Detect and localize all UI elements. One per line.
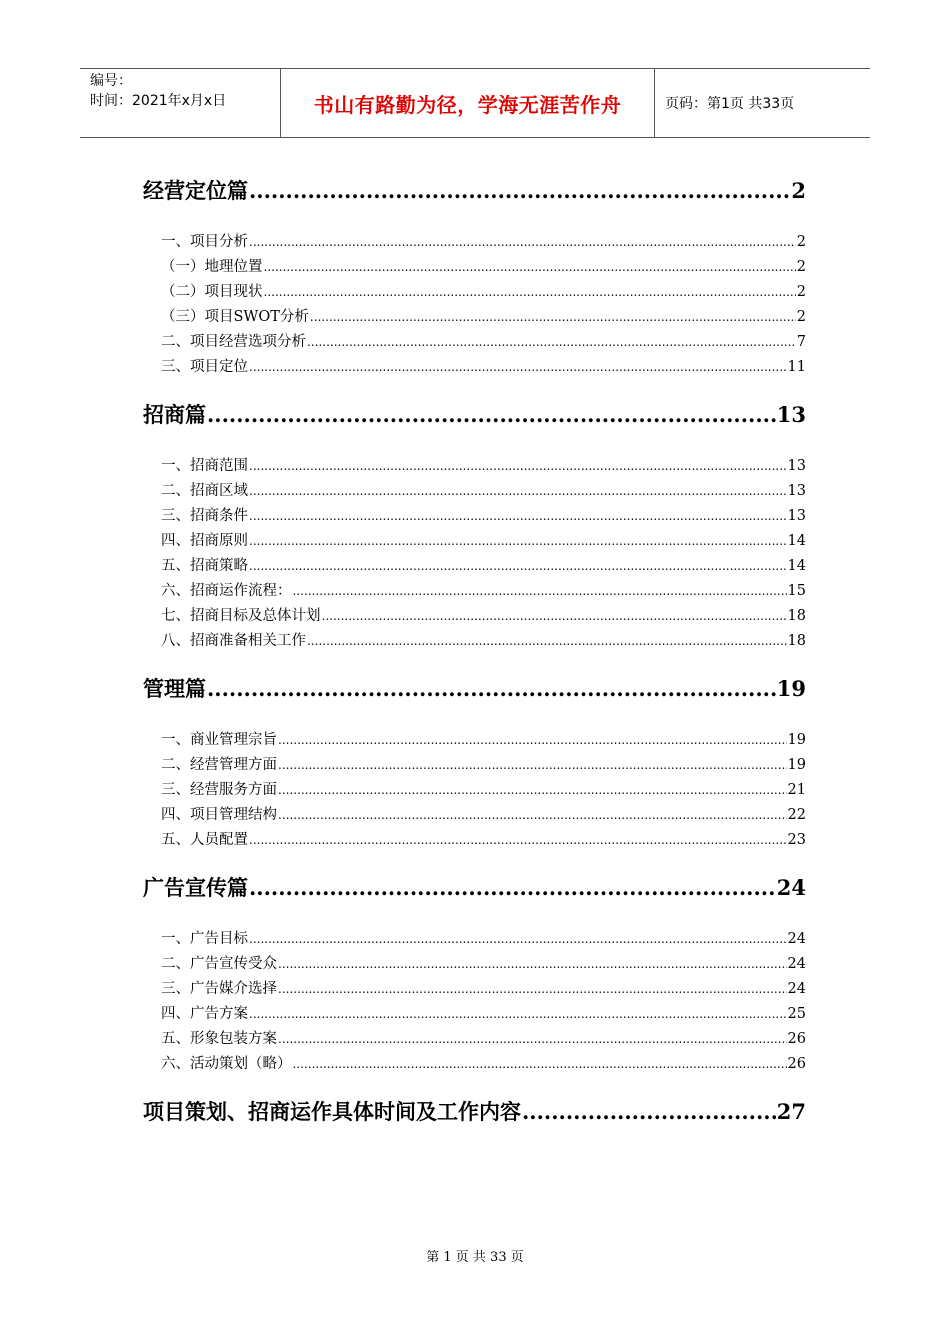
- toc-leader-dots: [307, 634, 787, 648]
- toc-item-label: 八、招商准备相关工作: [161, 633, 306, 649]
- toc-item-page: 19: [787, 757, 806, 773]
- toc-item-label: 一、项目分析: [161, 234, 248, 250]
- toc-leader-dots: [278, 733, 787, 747]
- toc-leader-dots: [249, 875, 776, 900]
- table-of-contents: [143, 175, 806, 1130]
- page-footer: 第 1 页 共 33 页: [426, 1250, 524, 1265]
- toc-item[interactable]: [143, 753, 806, 778]
- toc-item-page: 14: [787, 558, 806, 574]
- toc-item[interactable]: [143, 355, 806, 380]
- toc-item-page: 2: [796, 284, 806, 300]
- toc-leader-dots: [207, 676, 776, 701]
- toc-item-label: 一、招商范围: [161, 458, 248, 474]
- toc-item-label: 一、商业管理宗旨: [161, 732, 277, 748]
- toc-item-label: 二、经营管理方面: [161, 757, 277, 773]
- toc-leader-dots: [249, 484, 787, 498]
- toc-item-page: 13: [787, 458, 806, 474]
- toc-item-label: 三、项目定位: [161, 359, 248, 375]
- toc-item[interactable]: [143, 828, 806, 853]
- toc-item-page: 2: [796, 259, 806, 275]
- toc-section-title: 广告宣传篇: [143, 875, 248, 900]
- toc-item-page: 18: [787, 608, 806, 624]
- toc-leader-dots: [264, 285, 796, 299]
- toc-item-page: 13: [787, 483, 806, 499]
- toc-leader-dots: [249, 178, 790, 203]
- toc-leader-dots: [278, 808, 787, 822]
- toc-item[interactable]: [143, 1052, 806, 1077]
- toc-item[interactable]: [143, 579, 806, 604]
- toc-section[interactable]: [143, 1096, 806, 1130]
- toc-item-page: 13: [787, 508, 806, 524]
- toc-leader-dots: [249, 833, 787, 847]
- toc-item-page: 11: [787, 359, 806, 375]
- toc-leader-dots: [278, 957, 787, 971]
- toc-item-label: （一）地理位置: [161, 259, 263, 275]
- toc-section-page: 27: [776, 1099, 806, 1124]
- toc-leader-dots: [278, 783, 787, 797]
- toc-leader-dots: [278, 758, 787, 772]
- toc-item[interactable]: [143, 728, 806, 753]
- toc-leader-dots: [207, 402, 776, 427]
- toc-item-label: 四、招商原则: [161, 533, 248, 549]
- toc-item-label: 二、招商区域: [161, 483, 248, 499]
- toc-item-label: 三、招商条件: [161, 508, 248, 524]
- toc-item-page: 2: [796, 309, 806, 325]
- header-time-label: 时间：2021年x月x日: [90, 93, 227, 109]
- toc-item-label: 六、活动策划（略）: [161, 1056, 292, 1072]
- toc-item-page: 26: [787, 1056, 806, 1072]
- toc-item[interactable]: [143, 305, 806, 330]
- header-number-label: 编号：: [90, 73, 132, 89]
- toc-section-page: 24: [776, 875, 806, 900]
- header-page-info: 页码：第1页 共33页: [665, 96, 795, 112]
- toc-leader-dots: [249, 932, 787, 946]
- toc-item-label: （二）项目现状: [161, 284, 263, 300]
- toc-section[interactable]: [143, 673, 806, 707]
- toc-item[interactable]: [143, 529, 806, 554]
- toc-item[interactable]: [143, 977, 806, 1002]
- toc-section[interactable]: [143, 872, 806, 906]
- header-meta: [80, 69, 281, 137]
- toc-item-page: 24: [787, 931, 806, 947]
- toc-item-label: 六、招商运作流程：: [161, 583, 292, 599]
- toc-item-label: 三、经营服务方面: [161, 782, 277, 798]
- toc-section-page: 19: [776, 676, 806, 701]
- toc-item[interactable]: [143, 280, 806, 305]
- toc-leader-dots: [249, 509, 787, 523]
- toc-item[interactable]: [143, 778, 806, 803]
- toc-item-page: 14: [787, 533, 806, 549]
- toc-item-page: 19: [787, 732, 806, 748]
- toc-section-title: 项目策划、招商运作具体时间及工作内容: [143, 1099, 521, 1124]
- toc-leader-dots: [249, 360, 787, 374]
- toc-item-label: 二、广告宣传受众: [161, 956, 277, 972]
- toc-item-page: 24: [787, 981, 806, 997]
- toc-item-label: 二、项目经营选项分析: [161, 334, 306, 350]
- toc-leader-dots: [522, 1099, 776, 1124]
- toc-section-title: 管理篇: [143, 676, 206, 701]
- toc-item-label: （三）项目SWOT分析: [161, 309, 309, 325]
- toc-leader-dots: [310, 310, 796, 324]
- toc-item-page: 24: [787, 956, 806, 972]
- toc-item-page: 7: [796, 334, 806, 350]
- toc-item-page: 18: [787, 633, 806, 649]
- toc-leader-dots: [249, 534, 787, 548]
- toc-item[interactable]: [143, 454, 806, 479]
- toc-item-label: 七、招商目标及总体计划: [161, 608, 321, 624]
- toc-item-label: 四、广告方案: [161, 1006, 248, 1022]
- toc-item[interactable]: [143, 604, 806, 629]
- toc-item-page: 2: [796, 234, 806, 250]
- toc-item-page: 23: [787, 832, 806, 848]
- toc-leader-dots: [278, 982, 787, 996]
- toc-item-page: 21: [787, 782, 806, 798]
- toc-item[interactable]: [143, 803, 806, 828]
- toc-leader-dots: [293, 584, 787, 598]
- toc-item-page: 15: [787, 583, 806, 599]
- toc-item-page: 26: [787, 1031, 806, 1047]
- toc-leader-dots: [249, 459, 787, 473]
- toc-item-page: 22: [787, 807, 806, 823]
- toc-item-label: 一、广告目标: [161, 931, 248, 947]
- toc-leader-dots: [293, 1057, 787, 1071]
- toc-item-label: 五、人员配置: [161, 832, 248, 848]
- toc-item[interactable]: [143, 330, 806, 355]
- toc-item-label: 三、广告媒介选择: [161, 981, 277, 997]
- toc-leader-dots: [249, 1007, 787, 1021]
- toc-item[interactable]: [143, 230, 806, 255]
- toc-item[interactable]: [143, 629, 806, 654]
- toc-section-page: 13: [776, 402, 806, 427]
- toc-item[interactable]: [143, 927, 806, 952]
- toc-section-title: 经营定位篇: [143, 178, 248, 203]
- toc-leader-dots: [278, 1032, 787, 1046]
- toc-item-page: 25: [787, 1006, 806, 1022]
- toc-item-label: 四、项目管理结构: [161, 807, 277, 823]
- toc-leader-dots: [249, 235, 796, 249]
- toc-item[interactable]: [143, 952, 806, 977]
- page-header: [80, 68, 870, 138]
- toc-leader-dots: [322, 609, 787, 623]
- toc-section-title: 招商篇: [143, 402, 206, 427]
- toc-item[interactable]: [143, 554, 806, 579]
- toc-leader-dots: [264, 260, 796, 274]
- toc-item-label: 五、招商策略: [161, 558, 248, 574]
- toc-item[interactable]: [143, 504, 806, 529]
- toc-item[interactable]: [143, 1002, 806, 1027]
- header-motto: 书山有路勤为径，学海无涯苦作舟: [281, 69, 655, 137]
- toc-item[interactable]: [143, 1027, 806, 1052]
- toc-item[interactable]: [143, 255, 806, 280]
- toc-section-page: 2: [791, 178, 806, 203]
- toc-leader-dots: [307, 335, 796, 349]
- toc-section[interactable]: [143, 399, 806, 433]
- toc-item[interactable]: [143, 479, 806, 504]
- toc-section[interactable]: [143, 175, 806, 209]
- toc-item-label: 五、形象包装方案: [161, 1031, 277, 1047]
- toc-leader-dots: [249, 559, 787, 573]
